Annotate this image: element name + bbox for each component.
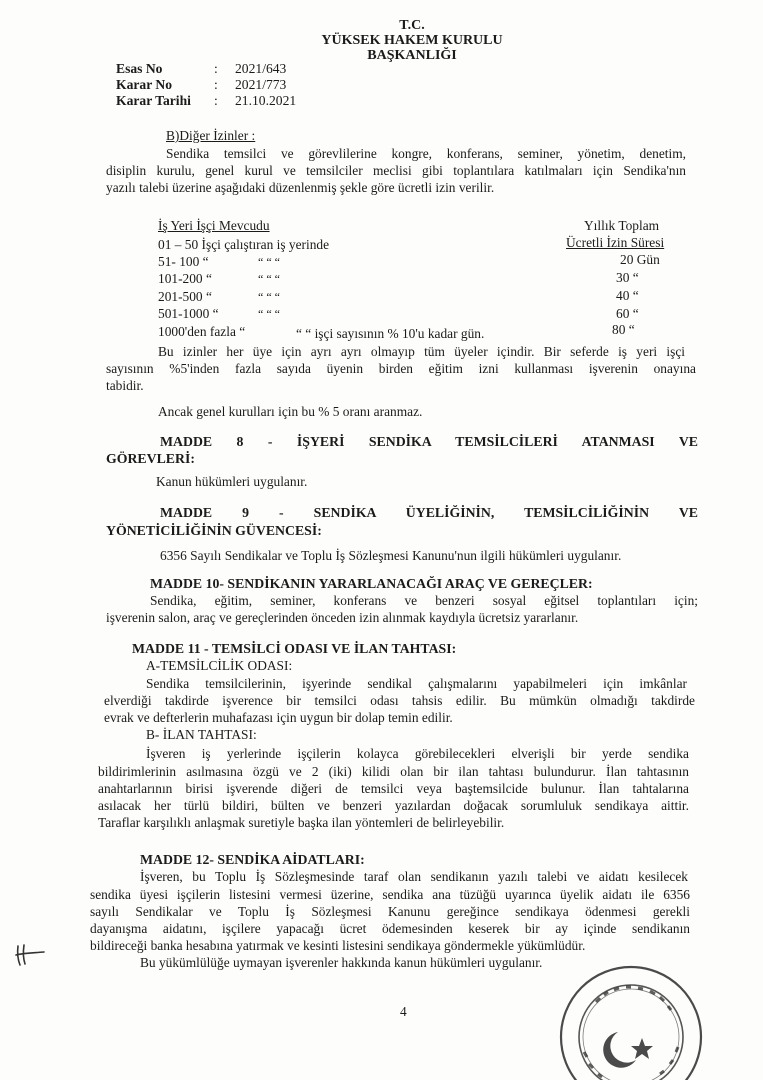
article-12-title: MADDE 12- SENDİKA AİDATLARI: — [140, 852, 365, 867]
paragraph-line: İşveren, bu Toplu İş Sözleşmesinde taraf olan sendikanın yazılı talebi ve aidatı kesilecek — [140, 869, 688, 884]
table-row-days: 20 Gün — [620, 252, 660, 267]
paragraph-line: bildireceği banka hesabına yatırmak ve kesinti listesini sendikaya göndermekle yükümlüdür. — [90, 938, 586, 953]
izinler-heading: B)Diğer İzinler : — [166, 128, 256, 143]
table-col2-header: Yıllık Toplam — [584, 218, 660, 233]
table-row-range: 501-1000 “ — [158, 306, 219, 321]
table-row-range: 1000'den fazla “ — [158, 324, 246, 339]
page-number: 4 — [400, 1004, 407, 1019]
article-9-title: YÖNETİCİLİĞİNİN GÜVENCESİ: — [106, 523, 322, 538]
paragraph-line: Sendika temsilcilerinin, işyerinde sendikal çalışmalarını yapabilmeleri için imkânlar — [146, 676, 687, 691]
article-9-title: MADDE 9 - SENDİKA ÜYELİĞİNİN, TEMSİLCİLİĞİNİN VE — [160, 505, 698, 520]
paragraph-line: Bu yükümlülüğe uymayan işverenler hakkında kanun hükümleri uygulanır. — [140, 955, 543, 970]
meta-label: Esas No — [116, 61, 163, 76]
article-8-title: MADDE 8 - İŞYERİ SENDİKA TEMSİLCİLERİ ATANMASI VE — [160, 434, 698, 449]
table-row-ditto: “ “ işçi sayısının % 10'u kadar gün. — [296, 326, 485, 341]
official-seal-icon — [556, 962, 706, 1080]
meta-label: Karar No — [116, 77, 173, 92]
paragraph-line: bildirimlerinin asılmasına özgü ve 2 (iki) kilidi olan bir ilan tahtası bulundurur. İlan tahtasının — [98, 764, 689, 779]
paragraph-line: elverdiği takdirde işverence bir temsilci odası tahsis edilir. Bu mümkün olmadığı takdirde — [104, 693, 695, 708]
table-row-range: 101-200 “ — [158, 271, 212, 286]
header-presidency: BAŞKANLIĞI — [367, 48, 457, 63]
table-row-ditto: “ “ “ — [258, 255, 280, 269]
table-row-range: 201-500 “ — [158, 289, 212, 304]
table-col1-header: İş Yeri İşçi Mevcudu — [158, 218, 270, 233]
paragraph-line: Sendika, eğitim, seminer, konferans ve benzeri sosyal eğitsel toplantıları için; — [150, 593, 698, 608]
paragraph-line: Sendika temsilci ve görevlilerine kongre, konferans, seminer, yönetim, denetim, — [166, 146, 686, 161]
handwritten-initial-icon — [14, 940, 48, 970]
article-11-subheading: B- İLAN TAHTASI: — [146, 727, 257, 742]
table-row-ditto: “ “ “ — [258, 290, 280, 304]
paragraph-line: Ancak genel kurulları için bu % 5 oranı aranmaz. — [158, 404, 423, 419]
meta-value: 21.10.2021 — [235, 93, 297, 108]
table-row-days: 60 “ — [616, 306, 639, 321]
article-8-title: GÖREVLERİ: — [106, 451, 195, 466]
table-row-days: 40 “ — [616, 288, 639, 303]
paragraph-line: disiplin kurulu, genel kurul ve temsilciler meclisi gibi toplantılara katılmaları için Sendika'nın — [106, 163, 686, 178]
meta-sep: : — [214, 61, 218, 76]
paragraph-line: yazılı talebi üzerine aşağıdaki düzenlenmiş şekle göre ücretli izin verilir. — [106, 180, 495, 195]
paragraph-line: Bu izinler her üye için ayrı ayrı olmayıp tüm üyeler içindir. Bir seferde iş yeri işçi — [158, 344, 685, 359]
table-row-ditto: “ “ “ — [258, 307, 280, 321]
table-row-days: 30 “ — [616, 270, 639, 285]
paragraph-line: Taraflar karşılıklı anlaşmak suretiyle başka ilan yöntemleri de belirleyebilir. — [98, 815, 505, 830]
paragraph-line: sayısının %5'inden fazla sayıda üyenin birden eğitim izni kullanması işverenin onayına — [106, 361, 696, 376]
header-tc: T.C. — [399, 18, 425, 33]
meta-value: 2021/643 — [235, 61, 287, 76]
table-row-range: 51- 100 “ — [158, 254, 209, 269]
table-row-range: 01 – 50 İşçi çalıştıran iş yerinde — [158, 237, 330, 252]
meta-label: Karar Tarihi — [116, 93, 191, 108]
article-8-body: Kanun hükümleri uygulanır. — [156, 474, 308, 489]
meta-sep: : — [214, 77, 218, 92]
article-11-subheading: A-TEMSİLCİLİK ODASI: — [146, 658, 293, 673]
table-col2-header: Ücretli İzin Süresi — [566, 235, 665, 250]
table-row-days: 80 “ — [612, 322, 635, 337]
header-institution: YÜKSEK HAKEM KURULU — [321, 33, 503, 48]
paragraph-line: asılacak her türlü bildiri, bülten ve benzeri yazılardan doğacak sorumluluk sendikaya aittir. — [98, 798, 689, 813]
paragraph-line: evrak ve defterlerin muhafazası için uygun bir dolap temin edilir. — [104, 710, 453, 725]
article-9-body: 6356 Sayılı Sendikalar ve Toplu İş Sözleşmesi Kanunu'nun ilgili hükümleri uygulanır. — [160, 548, 622, 563]
paragraph-line: sendika üyesi işçilerin listesini vermesi üzerine, sendika ana tüzüğü uyarınca üyelik aidatı ile 6356 — [90, 887, 690, 902]
article-11-title: MADDE 11 - TEMSİLCİ ODASI VE İLAN TAHTASI: — [132, 641, 457, 656]
paragraph-line: işverenin salon, araç ve gereçlerinden önceden izin alınmak kaydıyla ücretsiz yararlanır. — [106, 610, 579, 625]
paragraph-line: tabidir. — [106, 378, 144, 393]
meta-sep: : — [214, 93, 218, 108]
paragraph-line: anahtarlarının birisi işverende diğeri de temsilci veya baştemsilcide bulunur. İlan tahtalarına — [98, 781, 689, 796]
paragraph-line: dayanışma aidatını, işçilere yapacağı ücret ödemesinden keserek bir ay içinde sendikanın — [90, 921, 690, 936]
article-10-title: MADDE 10- SENDİKANIN YARARLANACAĞI ARAÇ VE GEREÇLER: — [150, 576, 593, 591]
paragraph-line: sayılı Sendikalar ve Toplu İş Sözleşmesi Kanunu gereğince sendikaya ödenmesi gerekli — [90, 904, 690, 919]
table-row-ditto: “ “ “ — [258, 272, 280, 286]
meta-value: 2021/773 — [235, 77, 287, 92]
paragraph-line: İşveren iş yerlerinde işçilerin kolayca görebilecekleri elverişli bir yerde sendika — [146, 746, 689, 761]
